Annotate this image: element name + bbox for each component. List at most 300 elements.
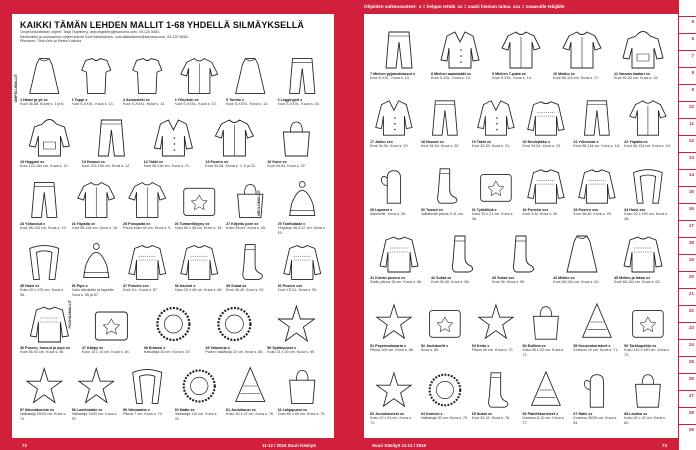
pattern-item[interactable]	[431, 232, 489, 285]
pattern-name: 50 Sydänpussi x	[267, 346, 297, 350]
pattern-caption	[492, 276, 550, 285]
ruler-tab[interactable]: 28	[678, 407, 696, 417]
pattern-details: Koot 34-54. Kuvat s. 1, 6 ja 22.	[205, 164, 257, 169]
pattern-name: 8 Miehen aamutakki xx	[431, 72, 471, 76]
pattern-item[interactable]	[472, 164, 520, 221]
pattern-illustration	[472, 164, 520, 208]
pattern-item[interactable]	[20, 240, 69, 297]
pattern-item[interactable]	[82, 302, 141, 355]
pattern-item[interactable]	[20, 178, 69, 235]
pattern-illustration	[278, 54, 327, 98]
pattern-details: Koot 34-42. Kuva s. 76.	[471, 416, 511, 421]
pattern-item[interactable]	[278, 364, 327, 421]
pattern-item[interactable]	[624, 368, 672, 425]
pattern-name: 61 Joulukuusi xx	[226, 408, 256, 412]
pattern-caption	[72, 408, 121, 421]
pattern-item[interactable]	[20, 302, 79, 355]
pattern-illustration	[205, 302, 264, 346]
pattern-caption	[20, 160, 79, 169]
pattern-illustration	[72, 54, 121, 98]
pattern-caption	[472, 344, 520, 353]
pattern-name: 49 Valoserja x	[205, 346, 230, 350]
pattern-illustration	[278, 178, 327, 222]
pattern-item[interactable]	[624, 96, 672, 149]
ruler-tab[interactable]: 9	[678, 84, 696, 94]
pattern-row	[20, 178, 326, 235]
ruler-tab[interactable]: 24	[678, 339, 696, 349]
pattern-illustration	[175, 364, 224, 408]
pattern-name: 17 Jakku xxx	[370, 140, 393, 144]
pattern-name: 36 Pipo x	[71, 284, 88, 288]
pattern-item[interactable]	[175, 178, 224, 235]
ruler-tab[interactable]: 8	[678, 67, 696, 77]
pattern-name: 25 Poropaita xx	[123, 222, 151, 226]
pattern-row	[370, 368, 672, 425]
pattern-caption	[431, 72, 489, 81]
pattern-details: Koot 68-104 cm. Kuva s. 63.	[614, 280, 661, 285]
pattern-illustration	[226, 364, 275, 408]
pattern-caption	[278, 284, 327, 293]
pattern-caption	[573, 140, 621, 149]
pattern-caption	[278, 98, 327, 107]
pattern-details: Koot 122-164 cm. Kuva s. 12.	[81, 164, 131, 169]
pattern-caption	[614, 72, 672, 81]
ruler-tab[interactable]: 18	[678, 237, 696, 247]
pattern-item[interactable]	[522, 368, 570, 425]
pattern-item[interactable]	[370, 300, 418, 357]
pattern-caption	[226, 222, 275, 231]
pattern-details: Halkaisija 30 cm. Kuva s. 67.	[143, 350, 191, 355]
ruler-tab[interactable]: 25	[678, 356, 696, 366]
credit-line: Neuloosten ja puuhaamon ohjeet kokosi Outi Hakkarainen, outi.hakkarainen@sanoma.com, 09-120 5816.	[20, 34, 189, 39]
pattern-item[interactable]	[614, 232, 672, 285]
pattern-caption	[492, 72, 550, 81]
pattern-illustration	[522, 164, 570, 208]
ruler-tab[interactable]: 7	[678, 50, 696, 60]
pattern-caption	[82, 160, 141, 169]
pattern-illustration	[20, 302, 79, 346]
pattern-caption	[20, 346, 79, 355]
pattern-details: Korkeus 26/39 cm. Kuva s. 81.	[573, 416, 618, 425]
pattern-item[interactable]	[175, 54, 224, 107]
pattern-item[interactable]	[20, 54, 69, 107]
pattern-illustration	[82, 116, 141, 160]
pattern-illustration	[370, 368, 418, 412]
pattern-caption	[553, 72, 611, 81]
pattern-name: 42 Sukat xx	[431, 276, 452, 280]
pattern-item[interactable]	[278, 178, 327, 235]
pattern-details: Koko 30 x 12 cm. Kuva s. 76.	[226, 412, 274, 417]
pattern-name: 38 Kauluri x	[174, 284, 196, 288]
ruler-tab[interactable]: 26	[678, 373, 696, 383]
pattern-caption	[278, 408, 327, 417]
pattern-name: 33 Pusero xxx	[573, 208, 599, 212]
ruler-tab[interactable]: 13	[678, 152, 696, 162]
pattern-details: Koot 36. Kuva s. 59.	[492, 280, 526, 285]
pattern-details: Pituus 100 cm. Kuva s. 68.	[370, 348, 414, 353]
pattern-illustration	[624, 96, 672, 140]
pattern-details: Koot 36-46. Kuva s. 29.	[573, 212, 612, 217]
ruler-tab[interactable]: 27	[678, 390, 696, 400]
pattern-caption	[123, 98, 172, 107]
pattern-name: 26 Tumanttilyyny xx	[174, 222, 210, 226]
section-label-knitting: NEULOMALLIT	[257, 190, 261, 216]
pattern-details: Koot 36-58. Kuvat s. 1 ja 6.	[20, 102, 65, 107]
pattern-name: 63 Joulukoisteet xx	[370, 412, 405, 416]
pattern-caption	[267, 346, 326, 355]
ruler-tab[interactable]: 15	[678, 186, 696, 196]
pattern-item[interactable]	[431, 28, 489, 81]
pattern-item[interactable]	[226, 178, 275, 235]
ruler-tab[interactable]: 20	[678, 271, 696, 281]
pattern-row	[20, 364, 326, 421]
pattern-item[interactable]	[20, 364, 69, 421]
pattern-caption	[20, 408, 69, 421]
pattern-illustration	[175, 178, 224, 222]
pattern-item[interactable]	[226, 240, 275, 297]
pattern-details: Halkaisija 11/20 cm. Kuva s. 75.	[71, 412, 118, 421]
left-folio: 72	[22, 443, 27, 448]
pattern-details: Koot 34-54. Kuva s. 20.	[370, 144, 409, 149]
pattern-item[interactable]	[123, 54, 172, 107]
pattern-item[interactable]	[267, 116, 326, 169]
pattern-caption	[82, 346, 141, 355]
pattern-item[interactable]	[522, 300, 570, 357]
pattern-item[interactable]	[226, 54, 275, 107]
pattern-illustration	[20, 116, 79, 160]
pattern-illustration	[123, 364, 172, 408]
pattern-details: Koko 20 x 190 cm. Kuva s. 28.	[624, 212, 669, 221]
pattern-illustration	[421, 164, 469, 208]
pattern-item[interactable]	[553, 28, 611, 81]
pattern-illustration	[492, 232, 550, 276]
pattern-name: 27 Kirjottu pore xx	[226, 222, 259, 226]
pattern-details: Koot S-L. Kuva s. 57.	[123, 288, 158, 293]
pattern-name: 64 Kranssi x	[420, 412, 443, 416]
pattern-details: Aikuiselle. Kuva s. 25.	[370, 212, 407, 217]
pattern-details: Pituus 40 cm. Kuva s. 70.	[471, 348, 514, 353]
pattern-details: Pituus 7 cm. Kuva s. 74.	[123, 412, 163, 417]
pattern-name: 62 Lahjapussi xx	[277, 408, 308, 412]
pattern-illustration	[123, 54, 172, 98]
pattern-details: Koot 68-116 cm. Kuva s. 17.	[553, 76, 600, 81]
pattern-illustration	[492, 28, 550, 72]
pattern-name: 16 Kone xx	[267, 160, 287, 164]
pattern-caption	[123, 222, 172, 231]
section-label-crafts: PUUHAAMALLIT	[68, 300, 72, 329]
pattern-item[interactable]	[624, 300, 672, 357]
credit-line: Piirrokset: Tiina Keto ja Reeta Kukkola	[20, 39, 82, 44]
pattern-details: Koot 98-134 cm. Kuva s. 19.	[20, 226, 67, 231]
pattern-name: 11 Vauvan haalari xx	[614, 72, 650, 76]
pattern-illustration	[573, 96, 621, 140]
pattern-item[interactable]	[553, 232, 611, 285]
pattern-item[interactable]	[205, 116, 264, 169]
pattern-details: Koot 62-92 cm. Kuva s. 15.	[614, 76, 659, 81]
pattern-item[interactable]	[20, 116, 79, 169]
pattern-caption	[370, 344, 418, 353]
pattern-item[interactable]	[370, 368, 418, 425]
ruler-tab[interactable]: 22	[678, 305, 696, 315]
pattern-illustration	[278, 240, 327, 284]
pattern-details: Ympärys 36,5-47 cm. Kuva s. 15.	[277, 226, 326, 235]
pattern-details: Koot 34-54. Kuva s. 20.	[420, 144, 460, 149]
ruler-tab[interactable]: 16	[678, 203, 696, 213]
pattern-item[interactable]	[278, 54, 327, 107]
pattern-item[interactable]	[175, 364, 224, 421]
pattern-item[interactable]	[72, 178, 121, 235]
pattern-illustration	[20, 240, 69, 284]
pattern-details: Koot S-XXL. Kuva s. 14.	[370, 76, 410, 81]
pattern-caption	[370, 276, 428, 285]
pattern-details: Pallon halkaisija 10 cm. Kuva s. 68.	[205, 350, 264, 355]
pattern-illustration	[624, 300, 672, 344]
pattern-item[interactable]	[472, 300, 520, 357]
legend-hard: xxx = osaavalle tekijälle	[512, 4, 565, 9]
pattern-illustration	[123, 178, 172, 222]
pattern-item[interactable]	[421, 164, 469, 221]
ruler-tab[interactable]: 19	[678, 254, 696, 264]
ruler-tab[interactable]: 23	[678, 322, 696, 332]
pattern-details: Koot S-XXXL. Kuva s. 13.	[174, 102, 217, 107]
pattern-caption	[573, 412, 621, 425]
pattern-item[interactable]	[205, 302, 264, 355]
pattern-row	[370, 232, 672, 285]
legend-title: Ohjeiden vaikeusasteet:	[364, 4, 417, 9]
pattern-name: 15 Pusero xx	[205, 160, 229, 164]
pattern-item[interactable]	[123, 364, 172, 421]
pattern-name: 48 Kranssi x	[143, 346, 166, 350]
pattern-details: Koot S-M. Kuva s. 50.	[522, 212, 559, 217]
pattern-details: Jalkaterän pituus 9-11 cm.	[420, 212, 464, 217]
pattern-caption	[573, 344, 621, 353]
pattern-item[interactable]	[370, 96, 418, 149]
pattern-caption	[226, 408, 275, 417]
pattern-details: Koot 36-46. Kuva s. 58.	[431, 280, 470, 285]
ruler-tab[interactable]: 11	[678, 118, 696, 128]
legend-easy: x = helppo tehdä	[418, 4, 456, 9]
pattern-caption	[175, 284, 224, 293]
pattern-illustration	[72, 364, 121, 408]
pattern-details: Koot 68-104 cm. Kuva s. 62.	[553, 280, 600, 285]
pattern-details: Korkeus 8-10 cm. Kuva s. 77.	[522, 416, 565, 425]
pattern-details: Koko 15 x 10 cm. Kuva s. 64.	[81, 350, 130, 355]
pattern-name: 14 Takki xx	[143, 160, 164, 164]
pattern-illustration	[278, 364, 327, 408]
pattern-caption	[370, 72, 428, 81]
pattern-name: 6 Leggingsit x	[277, 98, 303, 102]
pattern-name: 54 Esiliina xx	[522, 344, 546, 348]
pattern-item[interactable]	[624, 164, 672, 221]
pattern-caption	[421, 208, 469, 217]
pattern-details: Koko 52 x 32 cm. Kuva s. 80.	[624, 416, 666, 425]
pattern-name: 18 Housut xx	[420, 140, 444, 144]
pattern-item[interactable]	[123, 178, 172, 235]
pattern-caption	[175, 222, 224, 231]
pattern-name: 13 Housut xx	[81, 160, 105, 164]
page-index-ruler	[678, 0, 696, 450]
pattern-item[interactable]	[573, 164, 621, 221]
pattern-caption	[431, 276, 489, 285]
pattern-illustration	[226, 178, 275, 222]
pattern-name: 47 Kääpy xx	[81, 346, 104, 350]
pattern-details: Koot XS-XL. Kuva s. 59.	[277, 288, 318, 293]
pattern-item[interactable]	[72, 54, 121, 107]
pattern-item[interactable]	[573, 96, 621, 149]
pattern-item[interactable]	[82, 116, 141, 169]
pattern-details: Halkaisija 30 cm. Kuva s. 79.	[420, 416, 469, 421]
pattern-illustration	[573, 300, 621, 344]
pattern-caption	[614, 276, 672, 285]
pattern-illustration	[123, 240, 172, 284]
pattern-details: Koot 34-54. Kuva s. 23.	[522, 144, 562, 149]
pattern-row	[20, 54, 326, 107]
pattern-item[interactable]	[573, 368, 621, 425]
pattern-details: Koot S-XXXL. Kuva s. 13.	[123, 102, 166, 107]
pattern-name: 1 Hame ja yö xx	[20, 98, 48, 102]
pattern-caption	[144, 160, 203, 169]
pattern-name: 9 Miehen T-paita xx	[492, 72, 526, 76]
pattern-name: 24 Yöpaita xx	[71, 222, 96, 226]
pattern-caption	[472, 208, 520, 221]
pattern-name: 19 Takki xx	[471, 140, 492, 144]
pattern-item[interactable]	[492, 232, 550, 285]
pattern-details: Koot 122-164 cm. Kuva s. 12.	[20, 164, 69, 169]
pattern-name: 30 Tossut xx	[420, 208, 443, 212]
ruler-tab[interactable]: 5	[678, 16, 696, 26]
pattern-name: 60 Matto xx	[174, 408, 195, 412]
pattern-name: 59 Valonauha x	[123, 408, 150, 412]
pattern-details: Koot S-XXXL. Kuva s. 14.	[226, 102, 269, 107]
pattern-name: 20 Neulejakku x	[522, 140, 551, 144]
pattern-details: Koot 98-164 cm. Kuva s. 21.	[143, 164, 191, 169]
pattern-item[interactable]	[421, 368, 469, 425]
pattern-caption	[553, 276, 611, 285]
ruler-tab[interactable]: 12	[678, 135, 696, 145]
pattern-name: 5 Tunika x	[226, 98, 244, 102]
pattern-illustration	[72, 178, 121, 222]
pattern-caption	[226, 98, 275, 107]
pattern-caption	[20, 98, 69, 107]
pattern-details: Koko 12 x 51 cm. Kuva s. 71.	[370, 416, 412, 425]
pattern-illustration	[144, 116, 203, 160]
pattern-name: 53 Kettu x	[471, 344, 490, 348]
difficulty-legend	[364, 4, 678, 9]
pattern-name: 66 Pakettikoristeet x	[522, 412, 559, 416]
pattern-caption	[624, 412, 672, 425]
pattern-name: 37 Poncho xxx	[123, 284, 149, 288]
pattern-name: 35 Huivi xx	[20, 284, 40, 288]
pattern-caption	[123, 284, 172, 293]
pattern-item[interactable]	[573, 300, 621, 357]
pattern-details: Koot 34-54. Kuva s. 21.	[471, 144, 511, 149]
pattern-name: 67 Nalle xx	[573, 412, 593, 416]
pattern-illustration	[144, 302, 203, 346]
pattern-item[interactable]	[144, 116, 203, 169]
pattern-row	[20, 116, 326, 169]
right-page	[364, 14, 678, 438]
ruler-tab[interactable]: 10	[678, 101, 696, 111]
pattern-caption	[573, 208, 621, 217]
pattern-name: 21 Yöhousut x	[573, 140, 599, 144]
pattern-name: 51 Pepertuolasaria x	[370, 344, 406, 348]
pattern-illustration	[175, 54, 224, 98]
pattern-item[interactable]	[421, 300, 469, 357]
pattern-item[interactable]	[226, 364, 275, 421]
pattern-caption	[370, 208, 418, 217]
pattern-caption	[522, 140, 570, 149]
pattern-item[interactable]	[278, 240, 327, 297]
pattern-illustration	[522, 300, 570, 344]
pattern-illustration	[472, 300, 520, 344]
page-title: KAIKKI TÄMÄN LEHDEN MALLIT 1-68 YHDELLÄ SILMÄYKSELLÄ	[20, 20, 305, 30]
pattern-caption	[20, 222, 69, 231]
pattern-caption	[72, 284, 121, 297]
pattern-caption	[522, 344, 570, 357]
ruler-tab[interactable]: 17	[678, 220, 696, 230]
pattern-illustration	[370, 232, 428, 276]
pattern-illustration	[472, 96, 520, 140]
pattern-details: Koot S-XXXL. Kuva s. 16.	[277, 102, 320, 107]
pattern-caption	[522, 412, 570, 425]
pattern-illustration	[573, 164, 621, 208]
pattern-name: 31 Työkiliinä x	[471, 208, 497, 212]
pattern-name: 55 Kuusenkoristeet x	[573, 344, 611, 348]
pattern-item[interactable]	[72, 240, 121, 297]
pattern-caption	[123, 408, 172, 417]
pattern-item[interactable]	[614, 28, 672, 81]
pattern-item[interactable]	[522, 164, 570, 221]
pattern-row	[370, 300, 672, 357]
ruler-tab[interactable]: 14	[678, 169, 696, 179]
pattern-item[interactable]	[421, 96, 469, 149]
pattern-illustration	[370, 28, 428, 72]
pattern-illustration	[421, 300, 469, 344]
pattern-details: Koko 110 x 180 cm. Kuva s. 73.	[624, 348, 670, 357]
legend-medium: xx = vaatii hieman taitoa	[457, 4, 511, 9]
pattern-item[interactable]	[492, 28, 550, 81]
pattern-caption	[144, 346, 203, 355]
pattern-item[interactable]	[370, 232, 428, 285]
pattern-details: Koot 98-134 cm. Kuva s. 19.	[624, 144, 671, 149]
pattern-item[interactable]	[370, 164, 418, 221]
pattern-name: 40 Pusero xxx	[277, 284, 303, 288]
pattern-item[interactable]	[123, 240, 172, 297]
pattern-details: Koot S-XXL. Kuva s. 14.	[492, 76, 532, 81]
ruler-tab[interactable]: 6	[678, 33, 696, 43]
right-folio: 73	[662, 443, 667, 448]
pattern-item[interactable]	[370, 28, 428, 81]
ruler-tab[interactable]: 29	[678, 424, 696, 434]
pattern-item[interactable]	[472, 368, 520, 425]
pattern-caption	[267, 160, 326, 169]
pattern-illustration	[267, 302, 326, 346]
pattern-name: 23 Yöhousut x	[20, 222, 46, 226]
pattern-caption	[421, 344, 469, 353]
pattern-item[interactable]	[522, 96, 570, 149]
ruler-tab[interactable]: 21	[678, 288, 696, 298]
pattern-caption	[226, 284, 275, 293]
pattern-item[interactable]	[267, 302, 326, 355]
pattern-name: 52 Joulukortit x	[420, 344, 449, 348]
pattern-item[interactable]	[175, 240, 224, 297]
pattern-item[interactable]	[144, 302, 203, 355]
pattern-item[interactable]	[472, 96, 520, 149]
pattern-caption	[624, 208, 672, 221]
pattern-details: Koot 98-134 cm. Kuva s. 18.	[71, 226, 119, 231]
pattern-name: 4 Ylhurtoki xx	[174, 98, 199, 102]
pattern-item[interactable]	[72, 364, 121, 421]
